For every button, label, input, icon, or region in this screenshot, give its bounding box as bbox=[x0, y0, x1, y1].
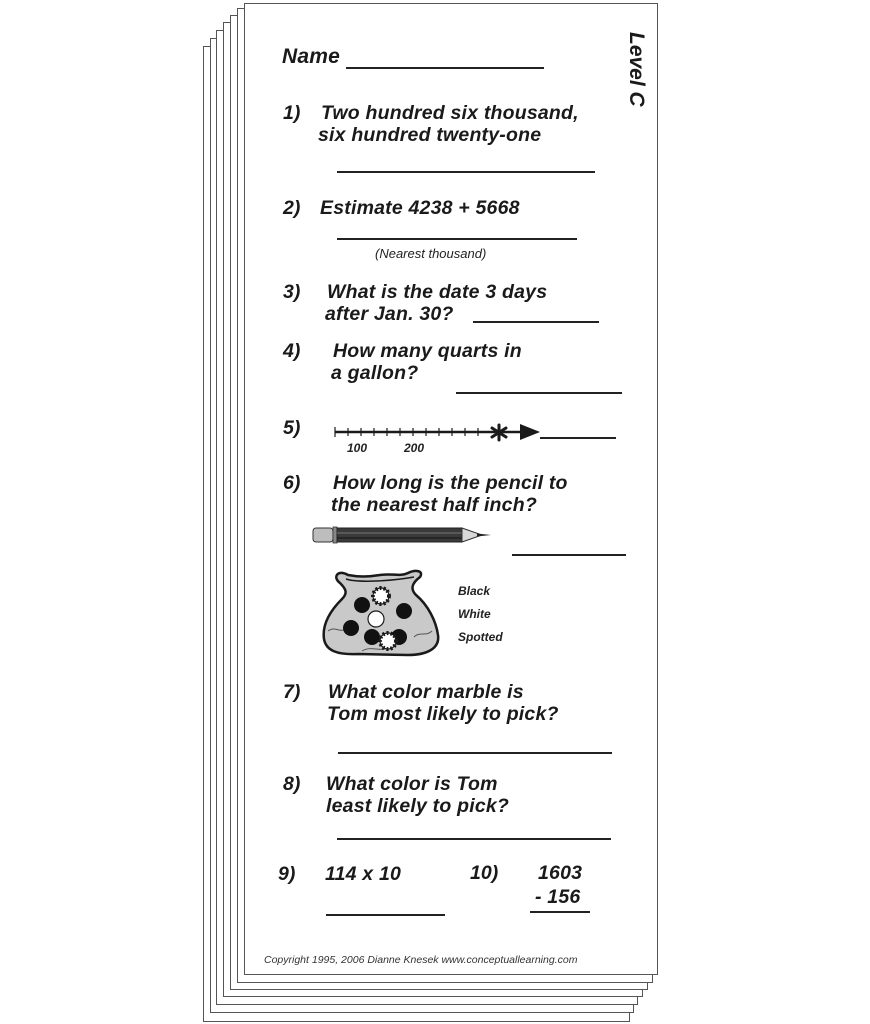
q3-number: 3) bbox=[283, 281, 301, 303]
tick-label-100: 100 bbox=[347, 441, 368, 455]
q9-number: 9) bbox=[278, 863, 296, 885]
q2-hint: (Nearest thousand) bbox=[375, 246, 487, 261]
q8-answer-line[interactable] bbox=[337, 838, 611, 840]
q1-answer-line[interactable] bbox=[337, 171, 595, 173]
q2-number: 2) bbox=[283, 197, 301, 219]
q10-minuend: 1603 bbox=[538, 862, 583, 884]
q10-answer-line[interactable] bbox=[530, 911, 590, 913]
q6-number: 6) bbox=[283, 472, 301, 494]
q4-text-line-2: a gallon? bbox=[331, 362, 419, 384]
q5-answer-line[interactable] bbox=[540, 437, 616, 439]
legend-white: White bbox=[458, 607, 491, 621]
q8-text-line-1: What color is Tom bbox=[326, 773, 498, 795]
q7-answer-line[interactable] bbox=[338, 752, 612, 754]
q8-text-line-2: least likely to pick? bbox=[326, 795, 510, 817]
name-label: Name bbox=[282, 45, 340, 68]
q1-number: 1) bbox=[283, 102, 301, 124]
q2-answer-line[interactable] bbox=[337, 238, 577, 240]
q7-text-line-1: What color marble is bbox=[328, 681, 524, 703]
marble-bag-icon bbox=[318, 565, 443, 660]
pencil-icon bbox=[312, 524, 494, 546]
q4-number: 4) bbox=[283, 340, 301, 362]
q8-number: 8) bbox=[283, 773, 301, 795]
q5-number: 5) bbox=[283, 417, 301, 439]
q3-answer-line[interactable] bbox=[473, 321, 599, 323]
q6-text-line-1: How long is the pencil to bbox=[333, 472, 568, 494]
legend-black: Black bbox=[458, 584, 491, 598]
q1-text-line-2: six hundred twenty-one bbox=[318, 124, 542, 146]
tick-label-200: 200 bbox=[404, 441, 425, 455]
q6-text-line-2: the nearest half inch? bbox=[331, 494, 537, 516]
q4-answer-line[interactable] bbox=[456, 392, 622, 394]
legend-spotted: Spotted bbox=[458, 630, 503, 644]
q7-text-line-2: Tom most likely to pick? bbox=[327, 703, 559, 725]
q10-number: 10) bbox=[470, 862, 499, 884]
q6-answer-line[interactable] bbox=[512, 554, 626, 556]
q1-text-line-1: Two hundred six thousand, bbox=[321, 102, 579, 124]
q7-number: 7) bbox=[283, 681, 301, 703]
q2-text: Estimate 4238 + 5668 bbox=[320, 197, 520, 219]
level-label: Level C bbox=[625, 32, 648, 107]
q3-text-line-1: What is the date 3 days bbox=[327, 281, 548, 303]
q9-answer-line[interactable] bbox=[326, 914, 445, 916]
q4-text-line-1: How many quarts in bbox=[333, 340, 522, 362]
q9-text: 114 x 10 bbox=[325, 863, 402, 885]
q10-subtrahend: - 156 bbox=[535, 886, 581, 908]
name-answer-line[interactable] bbox=[346, 67, 544, 69]
q3-text-line-2: after Jan. 30? bbox=[325, 303, 454, 325]
copyright-footer: Copyright 1995, 2006 Dianne Knesek www.conceptuallearning.com bbox=[264, 954, 578, 966]
